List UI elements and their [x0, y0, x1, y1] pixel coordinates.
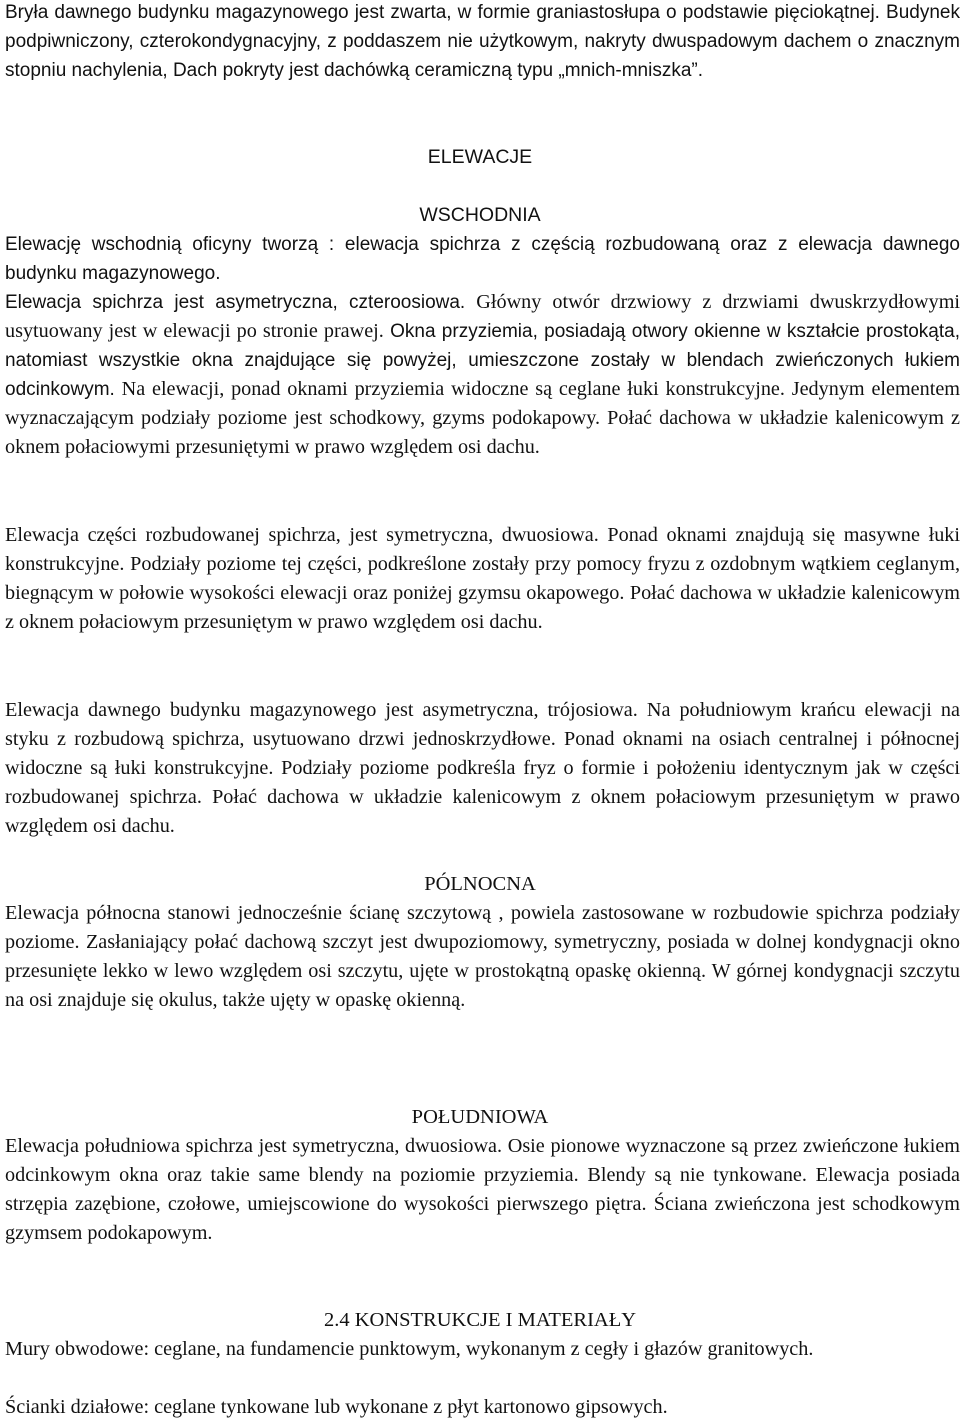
wschodnia-p2-part-c: Okna przyziemia, posiadają otwory okienne w kształcie prostokąta, natomiast wszystkie okna znajdujące się powyżej, umieszczone zostały w blendach zwieńczonych łukiem odcinkowym. — [5, 321, 960, 401]
wschodnia-paragraph-1: Elewację wschodnią oficyny tworzą : elewacja spichrza z częścią rozbudowaną oraz z elewacja dawnego budynku magazynowego. — [5, 234, 960, 285]
intro-paragraph: Bryła dawnego budynku magazynowego jest zwarta, w formie graniastosłupa o podstawie pięciokątnej. Budynek podpiwniczony, czterokondygnacyjny, z poddaszem nie użytkowym, nakryty dwuspadowym dachem o znacznym stopniu nachylenia, Dach pokryty jest dachówką ceramiczną typu „mnich-mniszka”. — [5, 2, 960, 82]
konstrukcje-paragraph-1: Mury obwodowe: ceglane, na fundamencie punktowym, wykonanym z cegły i głazów granitowych. — [5, 1338, 814, 1360]
wschodnia-paragraph-4: Elewacja dawnego budynku magazynowego jest asymetryczna, trójosiowa. Na południowym krańcu elewacji na styku z rozbudową spichrza, usytuowano drzwi jednoskrzydłowe. Ponad oknami na osiach centralnej i północnej widoczne są łuki konstrukcyjne. Podziały poziome podkreśla fryz o formie i położeniu identycznym jak w części rozbudowanej spichrza. Połać dachowa w układzie kalenicowym z oknem połaciowym przesuniętym w prawo względem osi dachu. — [5, 699, 960, 838]
wschodnia-p2-part-d: Na elewacji, ponad oknami przyziemia widoczne są ceglane łuki konstrukcyjne. Jedynym elementem wyznaczającym podziały poziome jest schodkowy, gzyms podokapowy. Połać dachowa w układzie kalenicowym z oknem połaciowymi przesuniętymi w prawo względem osi dachu. — [5, 378, 960, 459]
wschodnia-p2-part-a: Elewacja spichrza jest asymetryczna, czteroosiowa. — [5, 292, 466, 313]
heading-konstrukcje: 2.4 KONSTRUKCJE I MATERIAŁY — [323, 1309, 637, 1331]
poludniowa-paragraph: Elewacja południowa spichrza jest symetryczna, dwuosiowa. Osie pionowe wyznaczone są przez zwieńczone łukiem odcinkowym okna oraz takie same blendy na poziomie przyziemia. Blendy są nie tynkowane. Elewacja posiada strzępia zazębione, czołowe, umiejscowione do wysokości pierwszego piętra. Ściana zwieńczona jest schodkowym gzymsem podokapowym. — [5, 1135, 960, 1245]
wschodnia-p2-part-b: Główny otwór drzwiowy z drzwiami dwuskrzydłowymi usytuowany jest w elewacji po stronie prawej. — [5, 291, 960, 343]
polnocna-paragraph: Elewacja północna stanowi jednocześnie ścianę szczytową , powiela zastosowane w rozbudowie spichrza podziały poziome. Zasłaniający połać dachową szczyt jest dwupoziomowy, symetryczny, posiada w dolnej kondygnacji okno przesunięte lekko w lewo względem osi szczytu, ujęte w prostokątną opaskę okienną. W górnej kondygnacji szczytu na osi znajduje się okulus, także ujęty w opaskę okienną. — [5, 902, 960, 1012]
wschodnia-paragraph-3: Elewacja części rozbudowanej spichrza, jest symetryczna, dwuosiowa. Ponad oknami znajdują się masywne łuki konstrukcyjne. Podziały poziome tej części, podkreślone zostały przy pomocy fryzu z ozdobnym wątkiem ceglanym, biegnącym w połowie wysokości elewacji oraz poniżej gzymsu okapowego. Połać dachowa w układzie kalenicowym z oknem połaciowym przesuniętym w prawo względem osi dachu. — [5, 524, 960, 634]
heading-polnocna: PÓLNOCNA — [424, 873, 536, 895]
heading-poludniowa: POŁUDNIOWA — [411, 1106, 549, 1128]
konstrukcje-paragraph-2: Ścianki działowe: ceglane tynkowane lub wykonane z płyt kartonowo gipsowych. — [5, 1396, 668, 1418]
heading-wschodnia: WSCHODNIA — [419, 204, 541, 226]
wschodnia-paragraph-2 — [5, 288, 960, 463]
heading-elewacje: ELEWACJE — [427, 146, 533, 168]
